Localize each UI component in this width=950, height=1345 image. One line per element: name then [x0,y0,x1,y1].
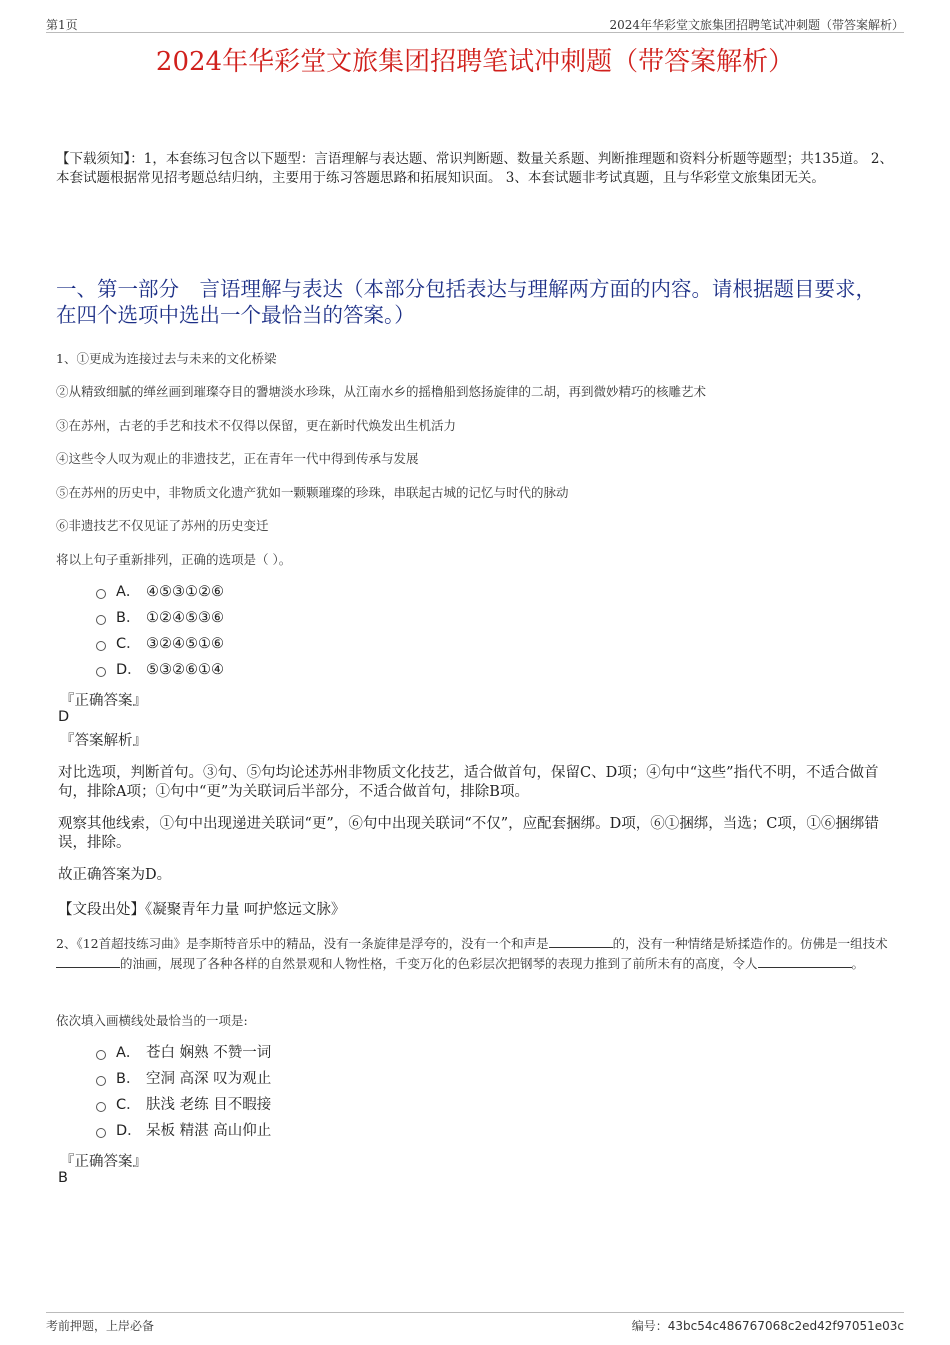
q1-line: ④这些令人叹为观止的非遗技艺，正在青年一代中得到传承与发展 [56,451,419,466]
q1-analysis-paragraph: 对比选项，判断首句。③句、⑤句均论述苏州非物质文化技艺，适合做首句，保留C、D项；④句中“这些”指代不明，不适合做首句，排除A项；①句中“更”为关联词后半部分，不适合做首句，排除B项。 [58,765,879,800]
q2-option-b[interactable]: B． 空洞 高深 叹为观止 [96,1066,271,1092]
q1-option-b[interactable]: B． ①②④⑤③⑥ [96,605,224,631]
q2-option-d[interactable]: D． 呆板 精湛 高山仰止 [96,1118,271,1144]
radio-icon[interactable] [96,1102,106,1112]
q2-answer: B [58,1170,68,1186]
header-doc-title: 2024年华彩堂文旅集团招聘笔试冲刺题（带答案解析） [609,18,904,32]
q2-option-c[interactable]: C． 肤浅 老练 目不暇接 [96,1092,271,1118]
q1-analysis-paragraph: 观察其他线索，①句中出现递进关联词“更”，⑥句中出现关联词“不仅”，应配套捆绑。D项，⑥①捆绑，当选；C项，①⑥捆绑错误，排除。 [58,816,879,851]
q1-line: ③在苏州，古老的手艺和技术不仅得以保留，更在新时代焕发出生机活力 [56,418,457,433]
page-footer [46,1312,904,1335]
footer-doc-id: 编号：43bc54c486767068c2ed42f97051e03c [631,1319,904,1333]
radio-icon[interactable] [96,667,106,677]
download-notice: 【下载须知】：1，本套练习包含以下题型：言语理解与表达题、常识判断题、数量关系题、判断推理题和资料分析题等题型；共135道。 2、本套试题根据常见招考题总结归纳，主要用于练习答题思路和拓展知识面。 3、本套试题非考试真题，且与华彩堂文旅集团无关。 [56,151,893,186]
radio-icon[interactable] [96,641,106,651]
q1-line: 1、①更成为连接过去与未来的文化桥梁 [56,351,277,366]
q1-answer: D [58,709,70,725]
section-heading: 一、第一部分 言语理解与表达（本部分包括表达与理解两方面的内容。请根据题目要求，在四个选项中选出一个最恰当的答案。） [56,277,876,327]
q2-answer-label: 『正确答案』 [60,1154,147,1170]
q1-source: 【文段出处】《凝聚青年力量 呵护悠远文脉》 [58,902,346,918]
q1-line: ⑤在苏州的历史中，非物质文化遗产犹如一颗颗璀璨的珍珠，串联起古城的记忆与时代的脉动 [56,485,569,500]
radio-icon[interactable] [96,1050,106,1060]
page-number: 第1页 [46,18,78,32]
q1-option-c[interactable]: C． ③②④⑤①⑥ [96,631,224,657]
q1-line: ⑥非遗技艺不仅见证了苏州的历史变迁 [56,518,269,533]
q1-option-a[interactable]: A． ④⑤③①②⑥ [96,579,224,605]
q1-analysis-label: 『答案解析』 [60,733,147,749]
q1-line: ②从精致细腻的缂丝画到璀璨夺目的謽塘淡水珍珠，从江南水乡的摇橹船到悠扬旋律的二胡，再到微妙精巧的核雕艺术 [56,384,707,399]
q2-option-a[interactable]: A． 苍白 娴熟 不赞一词 [96,1040,271,1066]
radio-icon[interactable] [96,1076,106,1086]
radio-icon[interactable] [96,1128,106,1138]
radio-icon[interactable] [96,589,106,599]
q1-analysis-paragraph: 故正确答案为D。 [58,867,172,883]
q2-stem: 2、《12首超技练习曲》是李斯特音乐中的精品，没有一条旋律是浮夸的，没有一个和声是 的，没有一种情绪是矫揉造作的。仿佛是一组技术的油画，展现了各种各样的自然景观和人物性格，千变万化的色彩层次把钢琴的表现力推到了前所未有的高度，令人 。 [56,936,888,971]
document-title: 2024年华彩堂文旅集团招聘笔试冲刺题（带答案解析） [155,47,795,77]
q1-options [96,579,224,683]
q1-option-d[interactable]: D． ⑤③②⑥①④ [96,657,224,683]
q1-prompt: 将以上句子重新排列，正确的选项是（ ）。 [56,552,292,567]
q2-prompt: 依次填入画横线处最恰当的一项是: [56,1013,248,1028]
q2-options [96,1040,271,1144]
page-header [46,14,904,33]
fill-blank [549,935,613,948]
q1-answer-label: 『正确答案』 [60,693,147,709]
fill-blank [56,955,120,968]
fill-blank [758,955,852,968]
footer-slogan: 考前押题，上岸必备 [46,1319,155,1333]
radio-icon[interactable] [96,615,106,625]
